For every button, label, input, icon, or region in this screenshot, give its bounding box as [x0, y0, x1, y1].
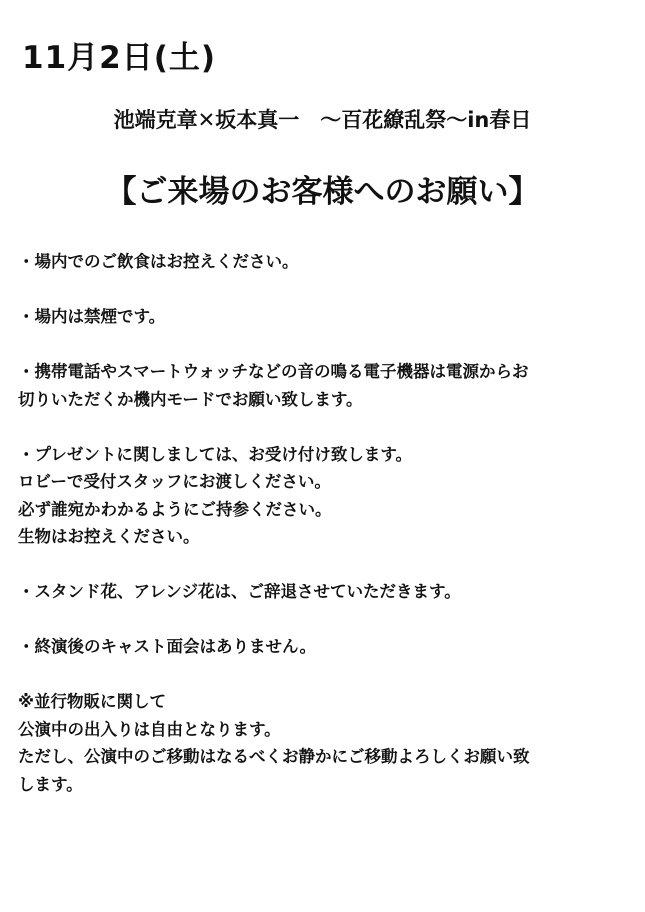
- notice-list: [18, 248, 630, 826]
- notice-item: [18, 441, 630, 551]
- notice-line: 生物はお控えください。: [18, 527, 200, 546]
- notice-line: します。: [18, 774, 83, 794]
- notice-line: ただし、公演中のご移動はなるべくお静かにご移動よろしくお願い致: [18, 747, 530, 766]
- notice-item: [18, 303, 630, 331]
- notice-line: ・携帯電話やスマートウォッチなどの音の鳴る電子機器は電源からお: [18, 362, 529, 381]
- notice-line: ※並行物販に関して: [18, 692, 167, 711]
- notice-line: ・場内は禁煙です。: [18, 307, 166, 326]
- notice-heading: 【ご来場のお客様へのお願い】: [105, 174, 540, 210]
- notice-line: 必ず誰宛かわかるようにご持参ください。: [18, 499, 332, 519]
- notice-line: ロビーで受付スタッフにお渡しください。: [18, 472, 331, 491]
- date-heading: 11月2日(土): [22, 40, 217, 76]
- event-title: 池端克章✕坂本真一 ～百花繚乱祭～in春日: [113, 108, 532, 132]
- notice-item-merch: [18, 688, 630, 798]
- notice-item: [18, 358, 630, 413]
- notice-line: ・終演後のキャスト面会はありません。: [18, 637, 316, 656]
- notice-line: 切りいただくか機内モードでお願い致します。: [18, 389, 363, 409]
- notice-line: ・場内でのご飲食はお控えください。: [18, 252, 299, 271]
- notice-line: ・スタンド花、アレンジ花は、ご辞退させていただきます。: [18, 582, 461, 601]
- notice-item: [18, 633, 630, 661]
- notice-item: [18, 248, 630, 276]
- notice-line: ・プレゼントに関しましては、お受け付け致します。: [18, 444, 413, 464]
- notice-item: [18, 578, 630, 606]
- notice-line: 公演中の出入りは自由となります。: [18, 719, 281, 739]
